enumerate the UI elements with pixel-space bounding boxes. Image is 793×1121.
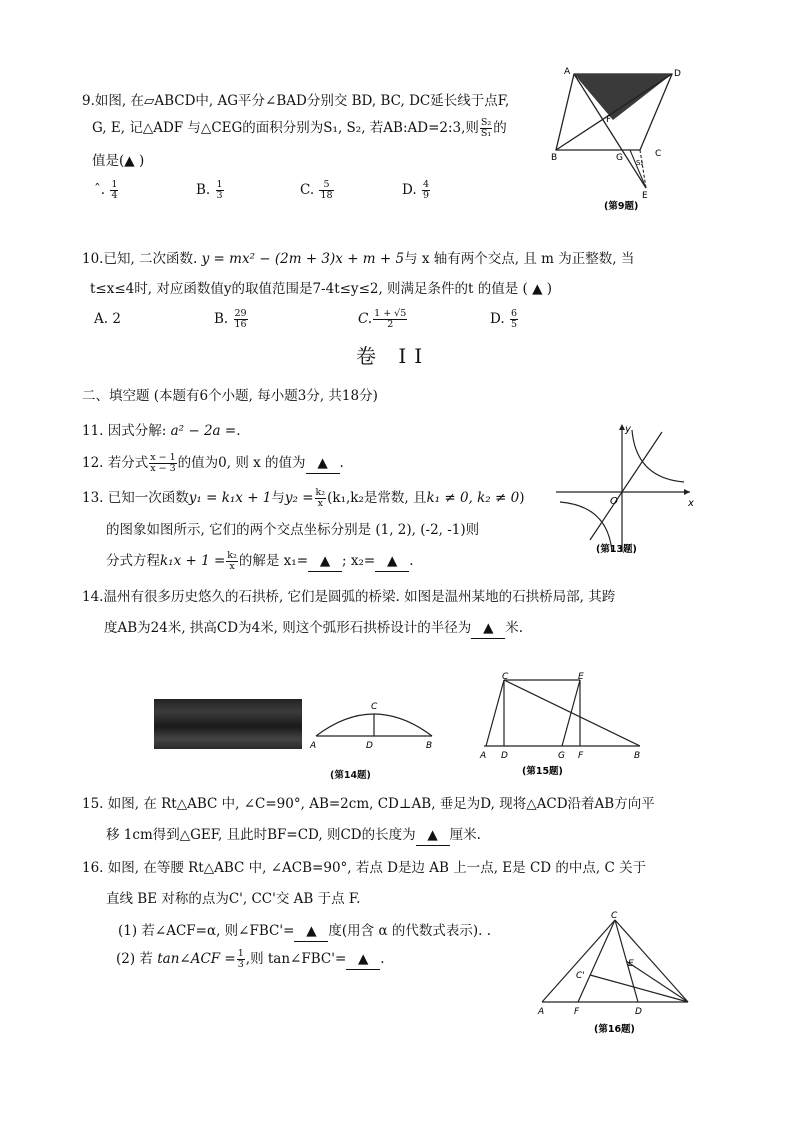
- q9-ratio-fraction: $\frac{\text{S₂}}{\text{S₁}}$: [480, 117, 492, 139]
- q15-line2: 移 1cm得到△GEF, 且此时BF=CD, 则CD的长度为 ▲ 厘米.: [106, 825, 481, 846]
- q14-bridge-photo: [154, 699, 302, 749]
- q10-line1: 10.已知, 二次函数. y = mx² − (2m + 3)x + m + 5与 x 轴有两个交点, 且 m 为正整数, 当: [82, 251, 635, 267]
- q13-label-y: y: [625, 424, 631, 435]
- q16-part2-blank[interactable]: ▲: [346, 949, 380, 970]
- q12-fraction: $\frac{x - 1}{x - 3}$: [150, 452, 176, 474]
- q14-label-d: D: [366, 741, 373, 751]
- q15-caption: (第15题): [522, 766, 563, 777]
- q9-label-a: A: [564, 67, 571, 77]
- q16-figure: [536, 908, 698, 1040]
- q16-label-f: F: [574, 1007, 580, 1017]
- q9-label-d: D: [674, 69, 681, 79]
- q9-line3: 值是(▲ ): [92, 153, 145, 169]
- q16-label-d: D: [635, 1007, 642, 1017]
- q9-label-e: E: [642, 191, 648, 201]
- q9-label-b: B: [551, 153, 558, 163]
- q9-option-d: D. $\frac{4}{9}$: [402, 179, 429, 201]
- q15-label-a: A: [480, 751, 487, 761]
- q16-label-a: A: [538, 1007, 545, 1017]
- q14-label-a: A: [310, 741, 317, 751]
- q15-label-e: E: [578, 672, 584, 682]
- q16-line2: 直线 BE 对称的点为C', CC'交 AB 于点 F.: [106, 891, 361, 907]
- q16-label-cprime: C': [576, 971, 585, 981]
- q15-label-b: B: [634, 751, 641, 761]
- q9-label-f: F: [606, 115, 612, 125]
- q13-line1: 13. 已知一次函数y₁ = k₁x + 1与y₂ = $\frac{\text{k₂}}{x}$ (k₁,k₂是常数, 且k₁ ≠ 0, k₂ ≠ 0): [82, 487, 525, 509]
- q14-label-b: B: [426, 741, 433, 751]
- q14-label-c: C: [371, 702, 378, 712]
- q14-line1: 14.温州有很多历史悠久的石拱桥, 它们是圆弧的桥梁. 如图是温州某地的石拱桥局部, 其跨: [82, 589, 616, 605]
- q14-caption: (第14题): [330, 770, 371, 781]
- section-2-title: 二、填空题 (本题有6个小题, 每小题3分, 共18分): [82, 388, 378, 404]
- q11: 11. 因式分解: a² − 2a =.: [82, 423, 241, 439]
- q13-line2: 的图象如图所示, 它们的两个交点坐标分别是 (1, 2), (-2, -1)则: [106, 522, 480, 538]
- q15-figure: [474, 670, 654, 780]
- q16-label-e: E: [628, 959, 634, 969]
- q16-part1: (1) 若∠ACF=α, 则∠FBC'= ▲ 度(用含 α 的代数式表示). .: [118, 921, 491, 942]
- q10-option-d: D. $\frac{6}{5}$: [490, 308, 517, 330]
- q9-label-g: G: [616, 153, 623, 163]
- q9-option-b: B. $\frac{1}{3}$: [196, 179, 223, 201]
- q13-line3: 分式方程k₁x + 1 = $\frac{\text{k₂}}{x}$ 的解是 x₁= ▲ ; x₂= ▲ .: [106, 550, 414, 572]
- q16-part2: (2) 若 tan∠ACF = $\frac{1}{3}$ ,则 tan∠FBC'= ▲ .: [116, 948, 385, 970]
- q9-caption: (第9题): [604, 201, 639, 212]
- q16-label-c: C: [611, 911, 618, 921]
- q9-line2: [92, 118, 507, 139]
- q9-label-s2: S₂: [636, 159, 644, 167]
- q9-line2-text: G, E, 记△ADF 与△CEG的面积分别为S₁, S₂, 若AB:AD=2:3,则: [92, 120, 479, 136]
- q16-caption: (第16题): [594, 1024, 635, 1035]
- q14-answer-blank[interactable]: ▲: [471, 618, 505, 639]
- q9-line2-tail: 的: [493, 120, 507, 136]
- q15-label-g: G: [558, 751, 565, 761]
- q9-option-c: C. $\frac{5}{18}$: [300, 179, 333, 201]
- q12: 12. 若分式 $\frac{x - 1}{x - 3}$ 的值为0, 则 x 的值为 ▲ .: [82, 452, 344, 474]
- q13-caption: (第13题): [596, 544, 637, 555]
- q9-option-a: ˆ. $\frac{1}{4}$: [94, 179, 118, 201]
- q13-label-x: x: [688, 498, 694, 509]
- q9-label-c: C: [655, 149, 662, 159]
- q15-line1: 15. 如图, 在 Rt△ABC 中, ∠C=90°, AB=2cm, CD⊥AB, 垂足为D, 现将△ACD沿着AB方向平: [82, 796, 655, 812]
- q12-answer-blank[interactable]: ▲: [306, 453, 340, 474]
- q14-line2: 度AB为24米, 拱高CD为4米, 则这个弧形石拱桥设计的半径为 ▲ 米.: [104, 618, 523, 639]
- q13-label-o: O: [610, 496, 618, 507]
- q10-function: y = mx² − (2m + 3)x + m + 5: [201, 251, 405, 267]
- q13-answer-blank-2[interactable]: ▲: [375, 551, 409, 572]
- volume-2-heading: 卷 II: [356, 344, 431, 368]
- q15-label-d: D: [501, 751, 508, 761]
- q16-line1: 16. 如图, 在等腰 Rt△ABC 中, ∠ACB=90°, 若点 D是边 AB 上一点, E是 CD 的中点, C 关于: [82, 860, 647, 876]
- q10-option-c: C. $\frac{1 + √5}{2}$: [358, 308, 407, 330]
- q9-figure: [548, 62, 688, 212]
- q16-part1-blank[interactable]: ▲: [294, 921, 328, 942]
- q14-arc-figure: [308, 692, 440, 772]
- q15-label-f: F: [578, 751, 584, 761]
- q13-answer-blank-1[interactable]: ▲: [308, 551, 342, 572]
- q10-option-a: A. 2: [94, 311, 121, 327]
- q9-line1: 9.如图, 在▱ABCD中, AG平分∠BAD分别交 BD, BC, DC延长线于点F,: [82, 93, 510, 109]
- q15-answer-blank[interactable]: ▲: [416, 825, 450, 846]
- q13-figure: [552, 420, 700, 560]
- q10-option-b: B. $\frac{29}{16}$: [214, 308, 247, 330]
- q15-label-c: C: [502, 672, 509, 682]
- q10-line2: t≤x≤4时, 对应函数值y的取值范围是7-4t≤y≤2, 则满足条件的t 的值是 ( ▲ ): [90, 281, 553, 297]
